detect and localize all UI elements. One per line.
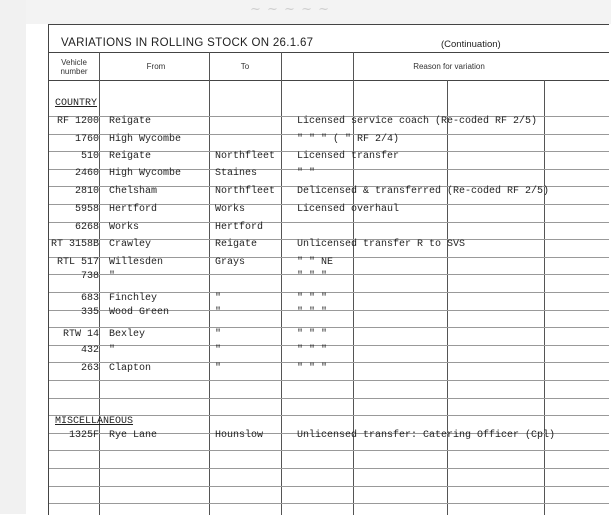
vehicle-number-cell: 738	[80, 271, 99, 282]
to-cell: "	[215, 345, 222, 356]
ruled-line	[49, 398, 609, 399]
from-cell: Hertford	[109, 204, 158, 215]
to-cell: "	[215, 329, 222, 340]
header-bottom-rule	[49, 80, 609, 81]
table-row	[49, 222, 609, 236]
vehicle-number-cell: 2460	[74, 168, 99, 179]
from-cell: Chelsham	[109, 186, 158, 197]
ruled-line	[49, 380, 609, 381]
vehicle-number-cell: RTW 14	[62, 329, 99, 340]
from-cell: Works	[109, 222, 140, 233]
vehicle-number-cell: RT 3158B	[50, 239, 99, 250]
reason-cell: Licensed transfer	[297, 151, 400, 162]
to-cell: "	[215, 363, 222, 374]
table-row	[49, 293, 609, 307]
reason-cell: Licensed service coach (Re-coded RF 2/5)	[297, 116, 538, 127]
reason-cell: Licensed overhaul	[297, 204, 400, 215]
vehicle-number-cell: 2810	[74, 186, 99, 197]
handwritten-scribble: ~ ~ ~ ~ ~	[250, 2, 330, 17]
column-header-vehicle: Vehicle number	[60, 58, 88, 76]
reason-cell: " " "	[297, 329, 328, 340]
from-cell: Clapton	[109, 363, 152, 374]
title-row	[49, 25, 609, 52]
table-row	[49, 151, 609, 165]
column-header-from: From	[146, 62, 166, 71]
table-row	[49, 168, 609, 182]
table-row	[49, 307, 609, 321]
column-header-reason: Reason for variation	[413, 62, 485, 71]
header-top-rule	[49, 52, 609, 53]
vehicle-number-cell: 5958	[74, 204, 99, 215]
vehicle-number-cell: 263	[80, 363, 99, 374]
from-cell: Finchley	[109, 293, 158, 304]
vehicle-number-cell: 1325F	[68, 430, 99, 441]
vehicle-number-cell: 1760	[74, 134, 99, 145]
reason-cell: " " "	[297, 271, 328, 282]
from-cell: Reigate	[109, 116, 152, 127]
continuation-label: (Continuation)	[441, 39, 501, 50]
from-cell: Reigate	[109, 151, 152, 162]
reason-cell: " " " ( " RF 2/4)	[297, 134, 400, 145]
to-cell: Hertford	[215, 222, 264, 233]
to-cell: Northfleet	[215, 186, 276, 197]
table-row	[49, 204, 609, 218]
document-page	[48, 24, 609, 515]
from-cell: Rye Lane	[109, 430, 158, 441]
reason-cell: Delicensed & transferred (Re-coded RF 2/5)	[297, 186, 550, 197]
to-cell: Hounslow	[215, 430, 264, 441]
ruled-line	[49, 486, 609, 487]
reason-cell: Unlicensed transfer R to SVS	[297, 239, 466, 250]
to-cell: Works	[215, 204, 246, 215]
from-cell: Willesden	[109, 257, 164, 268]
section-heading: COUNTRY	[55, 98, 98, 109]
column-header-to: To	[240, 62, 250, 71]
table-row	[49, 239, 609, 253]
table-row	[49, 363, 609, 377]
from-cell: Bexley	[109, 329, 146, 340]
ruled-line	[49, 503, 609, 504]
reason-cell: " " "	[297, 345, 328, 356]
table-row	[49, 329, 609, 343]
to-cell: "	[215, 307, 222, 318]
reason-cell: " " "	[297, 363, 328, 374]
table-row	[49, 134, 609, 148]
from-cell: Crawley	[109, 239, 152, 250]
vehicle-number-cell: RTL 517	[56, 257, 99, 268]
reason-cell: " " NE	[297, 257, 334, 268]
table-row	[49, 116, 609, 130]
to-cell: Grays	[215, 257, 246, 268]
from-cell: Wood Green	[109, 307, 170, 318]
from-cell: High Wycombe	[109, 168, 182, 179]
ruled-line	[49, 450, 609, 451]
vehicle-number-cell: 683	[80, 293, 99, 304]
table-row	[49, 257, 609, 271]
ruled-line	[49, 468, 609, 469]
vehicle-number-cell: 6268	[74, 222, 99, 233]
reason-cell: " " "	[297, 307, 328, 318]
table-row	[49, 345, 609, 359]
page-edge-left	[0, 0, 26, 514]
to-cell: Northfleet	[215, 151, 276, 162]
table-row	[49, 186, 609, 200]
reason-cell: Unlicensed transfer: Catering Officer (Cpl)	[297, 430, 556, 441]
table-row	[49, 271, 609, 285]
vehicle-number-cell: RF 1200	[56, 116, 99, 127]
from-cell: High Wycombe	[109, 134, 182, 145]
from-cell: "	[109, 345, 116, 356]
table-row	[49, 430, 609, 444]
to-cell: "	[215, 293, 222, 304]
vehicle-number-cell: 510	[80, 151, 99, 162]
vehicle-number-cell: 335	[80, 307, 99, 318]
to-cell: Reigate	[215, 239, 258, 250]
reason-cell: " " "	[297, 293, 328, 304]
reason-cell: " "	[297, 168, 316, 179]
to-cell: Staines	[215, 168, 258, 179]
from-cell: "	[109, 271, 116, 282]
page-title: VARIATIONS IN ROLLING STOCK ON 26.1.67	[61, 37, 314, 49]
section-heading: MISCELLANEOUS	[55, 416, 134, 427]
vehicle-number-cell: 432	[80, 345, 99, 356]
